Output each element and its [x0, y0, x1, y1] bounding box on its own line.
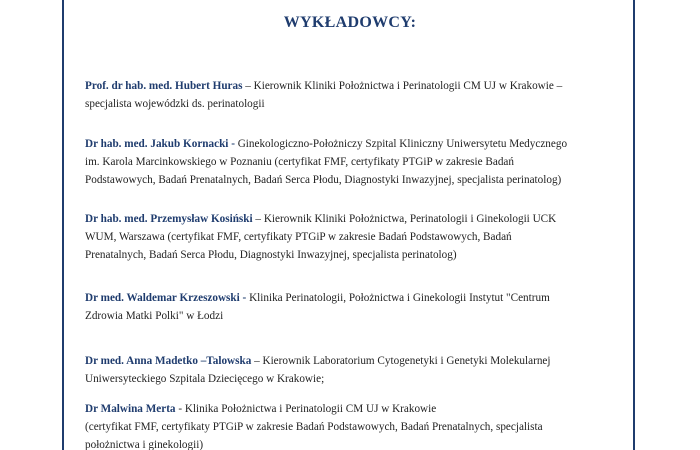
lecturer-entry — [85, 135, 625, 189]
lecturer-name: Dr hab. med. Przemysław Kosiński — [85, 213, 253, 225]
lecturers-heading: WYKŁADOWCY: — [283, 14, 417, 31]
lecturer-name: Dr hab. med. Jakub Kornacki - — [85, 138, 235, 150]
lecturer-description: WUM, Warszawa (certyfikat FMF, certyfikaty PTGiP w zakresie Badań Podstawowych, Badań — [85, 231, 512, 243]
lecturer-description: Klinika Perinatologii, Położnictwa i Ginekologii Instytut "Centrum — [246, 292, 550, 304]
lecturer-description: Prenatalnych, Badań Serca Płodu, Diagnostyki Inwazyjnej, specjalista perinatolog) — [85, 249, 457, 261]
lecturer-description: Ginekologiczno-Położniczy Szpital Kliniczny Uniwersytetu Medycznego — [234, 138, 568, 150]
lecturer-name: Prof. dr hab. med. Hubert Huras — [85, 80, 243, 92]
lecturer-description: Uniwersyteckiego Szpitala Dziecięcego w Krakowie; — [85, 373, 325, 385]
lecturer-entry — [85, 289, 625, 325]
lecturer-description: – Kierownik Kliniki Położnictwa i Perinatologii CM UJ w Krakowie – — [242, 80, 563, 92]
lecturer-description: – Kierownik Laboratorium Cytogenetyki i Genetyki Molekularnej — [251, 355, 551, 367]
lecturer-entry — [85, 400, 625, 450]
lecturer-description: Zdrowia Matki Polki" w Łodzi — [85, 310, 224, 322]
lecturer-description: położnictwa i ginekologii) — [85, 439, 204, 450]
lecturer-entry — [85, 352, 625, 388]
lecturer-entry — [85, 210, 625, 264]
lecturer-name: Dr med. Waldemar Krzeszowski - — [85, 292, 247, 304]
lecturer-description: – Kierownik Kliniki Położnictwa, Perinatologii i Ginekologii UCK — [252, 213, 557, 225]
lecturer-name: Dr med. Anna Madetko –Talowska — [85, 355, 252, 367]
lecturer-name: Dr Malwina Merta — [85, 403, 176, 415]
lecturer-description: im. Karola Marcinkowskiego w Poznaniu (certyfikat FMF, certyfikaty PTGiP w zakresie Badań — [85, 156, 514, 168]
lecturer-description: (certyfikat FMF, certyfikaty PTGiP w zakresie Badań Podstawowych, Badań Prenatalnych, specjalista — [85, 421, 543, 433]
lecturer-description: specjalista wojewódzki ds. perinatologii — [85, 98, 265, 110]
lecturer-description: - Klinika Położnictwa i Perinatologii CM UJ w Krakowie — [175, 403, 437, 415]
lecturer-description: Podstawowych, Badań Prenatalnych, Badań Serca Płodu, Diagnostyki Inwazyjnej, specjalista perinatolog) — [85, 174, 562, 186]
lecturer-entry — [85, 77, 625, 113]
